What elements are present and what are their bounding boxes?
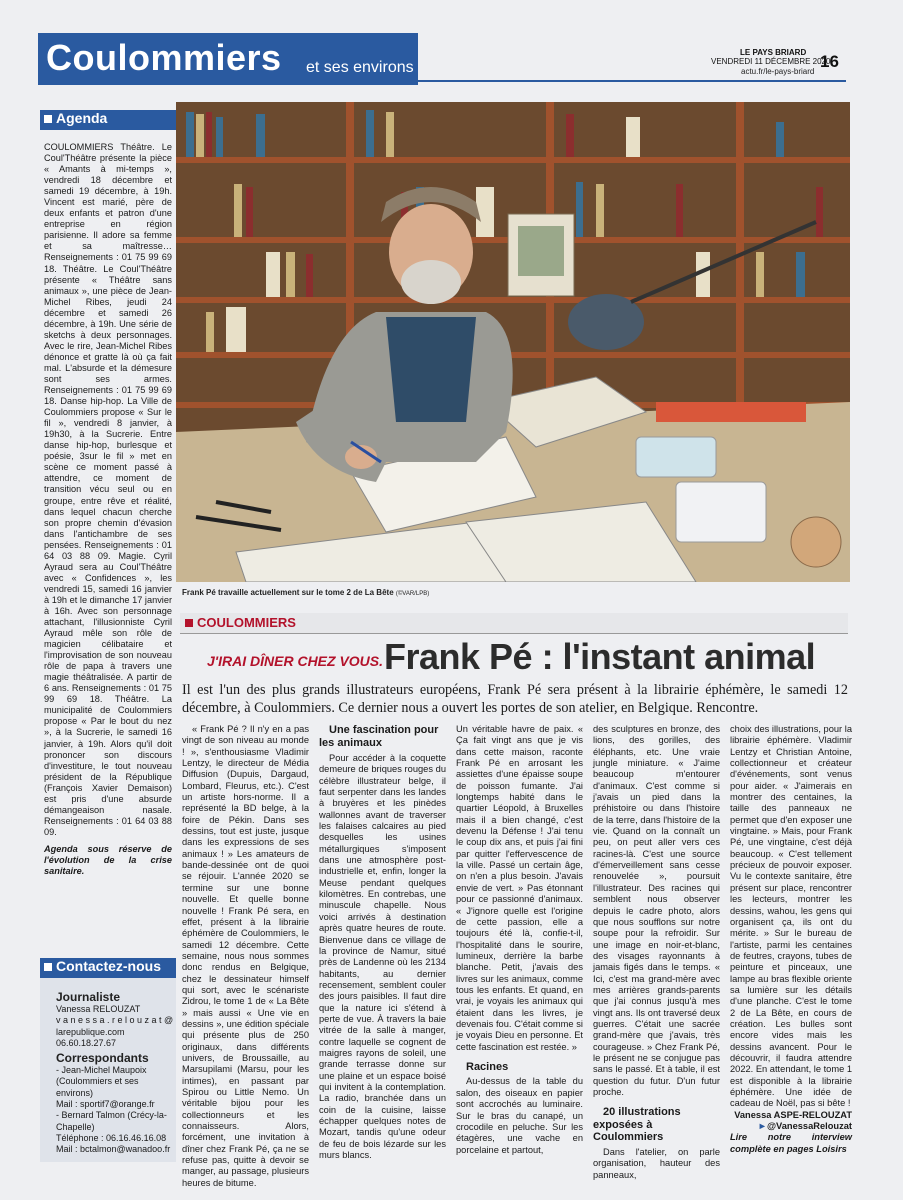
article-column-3: [456, 724, 583, 1156]
read-more-note: Lire notre interview complète en pages Loisirs: [730, 1132, 852, 1154]
subheading-fascination: Une fascination pour les animaux: [319, 724, 439, 749]
section-environs: et ses environs: [306, 59, 414, 76]
subheading-racines: Racines: [466, 1060, 509, 1073]
section-masthead: [38, 33, 418, 85]
square-bullet-icon: [44, 963, 52, 971]
correspondent-1: - Jean-Michel Maupoix (Coulommiers et ses environs): [56, 1065, 147, 1098]
twitter-handle[interactable]: [730, 1121, 852, 1132]
column-1-text: « Frank Pé ? Il n'y en a pas vingt de son niveau au monde ! », s'enthousiasme Vladimir Lentzy, le directeur de Média Diffusion (Dupuis, Dargaud, Lombard, Fleurus, etc.). C'est un artiste hors-norme. Il a représenté la BD belge, à la foire de Pékin. Dans ses dessins, tout est juste, jusque dans les expressions de ses animaux ! » Les amateurs de bande-dessinée ont de quoi se réjouir. L'année 2020 se termine sur une bonne nouvelle. Et quelle bonne nouvelle ! Frank Pé sera, en effet, présent à la librairie éphémère de Coulommiers, le samedi 12 décembre. Cette semaine, nous nous sommes donc rendus en Belgique, chez le dessinateur himself qui sort, avec le scénariste Zidrou, le tome 1 de « La Bête » mais aussi « Une vie en dessins », une édition spéciale qui présente plus de 250 originaux, dans différents univers, de Broussaille, au Marsupilami (Marsu, pour les intimes), en passant par Spirou ou Little Nemo. Un véritable bijou pour les collectionneurs et les connaisseurs. Alors, forcément, une invitation à dîner chez Frank Pé, ça ne se refuse pas, quitte à devoir se manger, au passage, plusieurs heures de bitume.: [182, 724, 309, 1188]
agenda-heading: Agenda: [56, 110, 108, 126]
paper-url[interactable]: actu.fr/le-pays-briard: [741, 67, 815, 76]
contact-heading-bar: [40, 958, 176, 978]
artist-studio-photo: [176, 102, 850, 582]
kicker-rule: [180, 633, 848, 634]
photo-caption-text: Frank Pé travaille actuellement sur le tome 2 de La Bête: [182, 588, 394, 597]
photo-caption: [182, 588, 429, 597]
column-3-text: Un véritable havre de paix. « Ça fait vingt ans que je vis dans cette maison, raconte Frank Pé en arrosant les assiettes d'une épaisse soupe de poisson fumante. J'ai longtemps habité dans le quartier Léopold, à Bruxelles mais il a bien changé, c'est devenu la Défense ! J'ai tenu le coup dix ans, et puis j'ai fini par quitter l'effervescence de la ville. Passé un certain âge, on n'en a plus besoin. J'avais envie de vert. » Pas étonnant pour ce passionné d'animaux. « J'ignore quelle est l'origine de cette passion, elle a toujours été là, confie-t-il, l'hospitalité dans le sourire, lumineux, derrière la barbe blanche. Petit, j'avais des livres sur les animaux, comme tous les enfants. Et quand, en vrai, je voyais les animaux qui étaient dans les livres, je devenais fou. C'était comme si je voyais Dieu en personne. Et cette fascination est restée. »: [456, 724, 583, 1052]
square-bullet-icon: [185, 619, 193, 627]
column-2-text: Pour accéder à la coquette demeure de briques rouges du célèbre illustrateur belge, il faut serpenter dans les landes à bruyères et les pinèdes wallonnes avant de traverser les falaises calcaires au pied desquelles les usines métallurgiques s'imposent dans une atmosphère post-industrielle et, enfin, longer la Meuse pendant quelques kilomètres. En contrebas, une minuscule chapelle. Nous voici arrivés à destination après quatre heures de route. Bienvenue dans ce village de la province de Namur, situé près de Landenne où les 2134 habitants, au dernier recensement, semblent couler des jours paisibles. Il faut dire que la nature ici s'étend à perte de vue. À travers la baie vitrée de la salle à manger, contre laquelle se cognent de maigres rayons de soleil, une grande terrasse donne sur une plaine et un espace boisé qui invitent à la contemplation. La radio, branchée dans un coin de la cuisine, laisse échapper quelques notes de Mozart, tandis qu'une odeur de feu de bois lézarde sur les murs blancs.: [319, 753, 446, 1161]
section-town: Coulommiers: [46, 37, 282, 78]
agenda-text: COULOMMIERS Théâtre. Le Coul'Théâtre présente la pièce « Amants à mi-temps », vendredi 18 décembre et samedi 19 décembre, à 19h. Vincent est marié, père de deux enfants et patron d'une entreprise en région parisienne. Il adore sa femme et sa maîtresse… Renseignements : 01 75 99 69 18. Théâtre. Le Coul'Théâtre présente « Théâtre sans animaux », une pièce de Jean-Michel Ribes, jeudi 24 décembre et samedi 26 décembre, à 19h. Une série de sketchs à deux personnages. Avec le rire, Jean-Michel Ribes dénonce et gratte là où ça fait mal. L'absurde et la démesure sont ses armes. Renseignements : 01 75 99 69 18. Danse hip-hop. La Ville de Coulommiers propose « Sur le fil », vendredi 8 janvier, à 19h30, à la Sucrerie. Entre danse hip-hop, burlesque et poésie, 3sur le fil » met en scène ce moment passé à attendre, ce moment de transition vécu seul ou en groupe, entre rêve et réalité, dans lequel chacun cherche son propre chemin d'évasion dans l'antichambre de ses pensées. Renseignements : 01 64 03 88 09. Magie. Cyril Ayraud sera au Coul'Théâtre avec « Confidences », les vendredi 15, samedi 16 janvier à 19h et le dimanche 17 janvier à 16h. Avec son personnage attachant, l'illusionniste Cyril Ayraud mêle son rôle de magicien célibataire et l'improvisation de son nouveau rôle de papa à travers une magie théâtralisée. A partir de 6 ans. Renseignements : 01 75 99 69 18. Théâtre. La municipalité de Coulommiers propose « Par le bout du nez », à la Sucrerie, le samedi 16 janvier, à 19h. Alors qu'il doit prononcer son discours d'investiture, le tout nouveau président de la République (François Xavier Demaison) est pris d'une absurde démangeaison nasale. Renseignements : 01 64 03 88 09.: [44, 142, 172, 837]
paper-name: LE PAYS BRIARD: [740, 48, 807, 57]
journalist-phone: 06.60.18.27.67: [56, 1037, 117, 1048]
correspondent-2: - Bernard Talmon (Crécy-la-Chapelle): [56, 1110, 167, 1132]
column-5-text: choix des illustrations, pour la librairie éphémère. Vladimir Lentzy et Christian Antoine, collectionneur et créateur d'événements, sont venus pour aider. « J'aimerais en montrer des centaines, la taille des panneaux ne permet que d'en exposer une vingtaine. » Mais, pour Frank Pé, une vingtaine, c'est déjà beaucoup. « C'est tellement précieux de pouvoir exposer. Vu le contexte sanitaire, être présent sur place, rencontrer les lecteurs, montrer les dessins, wahou, les gens qui organisent ça, ils ont du mérite. » Sur le bureau de l'artiste, parmi les centaines de feutres, crayons, tubes de peinture et pinceaux, une lampe au bras flexible oriente sa lumière sur les détails d'une planche. C'est le tome 2 de La Bête, en cours de création. Les bulles sont encore vides mais les dessins avancent. Pour le découvrir, il faudra attendre 2022. En attendant, le tome 1 est disponible à la librairie éphémère. Une idée de cadeau de Noël, pas si bête !: [730, 724, 852, 1109]
column-3-text-b: Au-dessus de la table du salon, des oiseaux en papier sont accrochés au luminaire. Sur le bras du canapé, un crocodile en peluche. Sur les étagères, une vache en porcelaine et partout,: [456, 1076, 583, 1155]
kicker-text: COULOMMIERS: [197, 615, 296, 630]
article-headline: Frank Pé : l'instant animal: [384, 636, 816, 677]
journalist-email[interactable]: v a n e s s a . r e l o u z a t @ larepublique.com: [56, 1015, 174, 1037]
paper-date: VENDREDI 11 DÉCEMBRE 2020: [711, 57, 831, 66]
contact-details: [56, 990, 174, 1156]
twitter-bird-icon: ►: [757, 1121, 767, 1132]
article-column-4: [593, 724, 720, 1181]
twitter-handle-text: @VanessaRelouzat: [766, 1121, 852, 1132]
correspondents-label: Correspondants: [56, 1051, 149, 1066]
page-number: 16: [820, 52, 839, 71]
article-column-1: [182, 724, 309, 1189]
agenda-heading-bar: [40, 110, 176, 130]
journalist-label: Journaliste: [56, 990, 121, 1004]
correspondent-1-mail[interactable]: Mail : sportif7@orange.fr: [56, 1099, 155, 1110]
agenda-listing: [44, 142, 172, 877]
article-signature: Vanessa ASPE-RELOUZAT: [734, 1109, 852, 1120]
agenda-note: Agenda sous réserve de l'évolution de la crise sanitaire.: [44, 843, 172, 877]
article-column-2: [319, 724, 446, 1161]
subheading-illustrations: 20 illustrations exposées à Coulommiers: [593, 1106, 681, 1144]
photo-credit: (©VAR/LPB): [395, 591, 430, 597]
column-4-text-b: Dans l'atelier, on parle organisation, hauteur des panneaux,: [593, 1146, 720, 1180]
studio-illustration: [176, 102, 850, 582]
contact-heading: Contactez-nous: [56, 958, 161, 974]
article-subhead: J'IRAI DÎNER CHEZ VOUS.: [207, 653, 384, 669]
square-bullet-icon: [44, 115, 52, 123]
article-kicker: [185, 615, 296, 630]
column-4-text: des sculptures en bronze, des lions, des gorilles, des éléphants, etc. Une vraie jungle miniature. « J'aime beaucoup m'entourer d'animaux. C'est comme si j'avais un pied dans la préhistoire ou dans l'histoire de la terre, dans l'histoire de la vie. Quand on la connaît un peu, on peut aller vers ces racines-là. C'est une source d'émerveillement sans cesse renouvelée », poursuit l'illustrateur. Des racines qui semblent nous observer depuis le cadre photo, alors que nous soufflons sur notre soupe pour la refroidir. Sur une image en noir-et-blanc, des visages rayonnants à jamais figés dans le temps. « Ici, c'est ma grand-mère avec mes arrières grands-parents que j'ai connus jusqu'à mes vingt ans. Ils ont traversé deux guerres. C'était une sacrée grand-mère que j'avais, très courageuse. » Chez Frank Pé, le présent ne se conjugue pas sans le passé. Et à table, il est question du futur. D'un futur proche.: [593, 724, 720, 1097]
header-rule: [418, 80, 846, 82]
article-standfirst: Il est l'un des plus grands illustrateurs européens, Frank Pé sera présent à la librairie éphémère, le samedi 12 décembre, à Coulommiers. Ce dernier nous a ouvert les portes de son atelier, en Belgique. Rencontre.: [182, 682, 848, 716]
correspondent-2-mail[interactable]: Mail : bctalmon@wanadoo.fr: [56, 1144, 171, 1155]
journalist-name: Vanessa RELOUZAT: [56, 1004, 141, 1014]
correspondent-2-phone: Téléphone : 06.16.46.16.08: [56, 1132, 167, 1143]
article-column-5: [730, 724, 852, 1155]
